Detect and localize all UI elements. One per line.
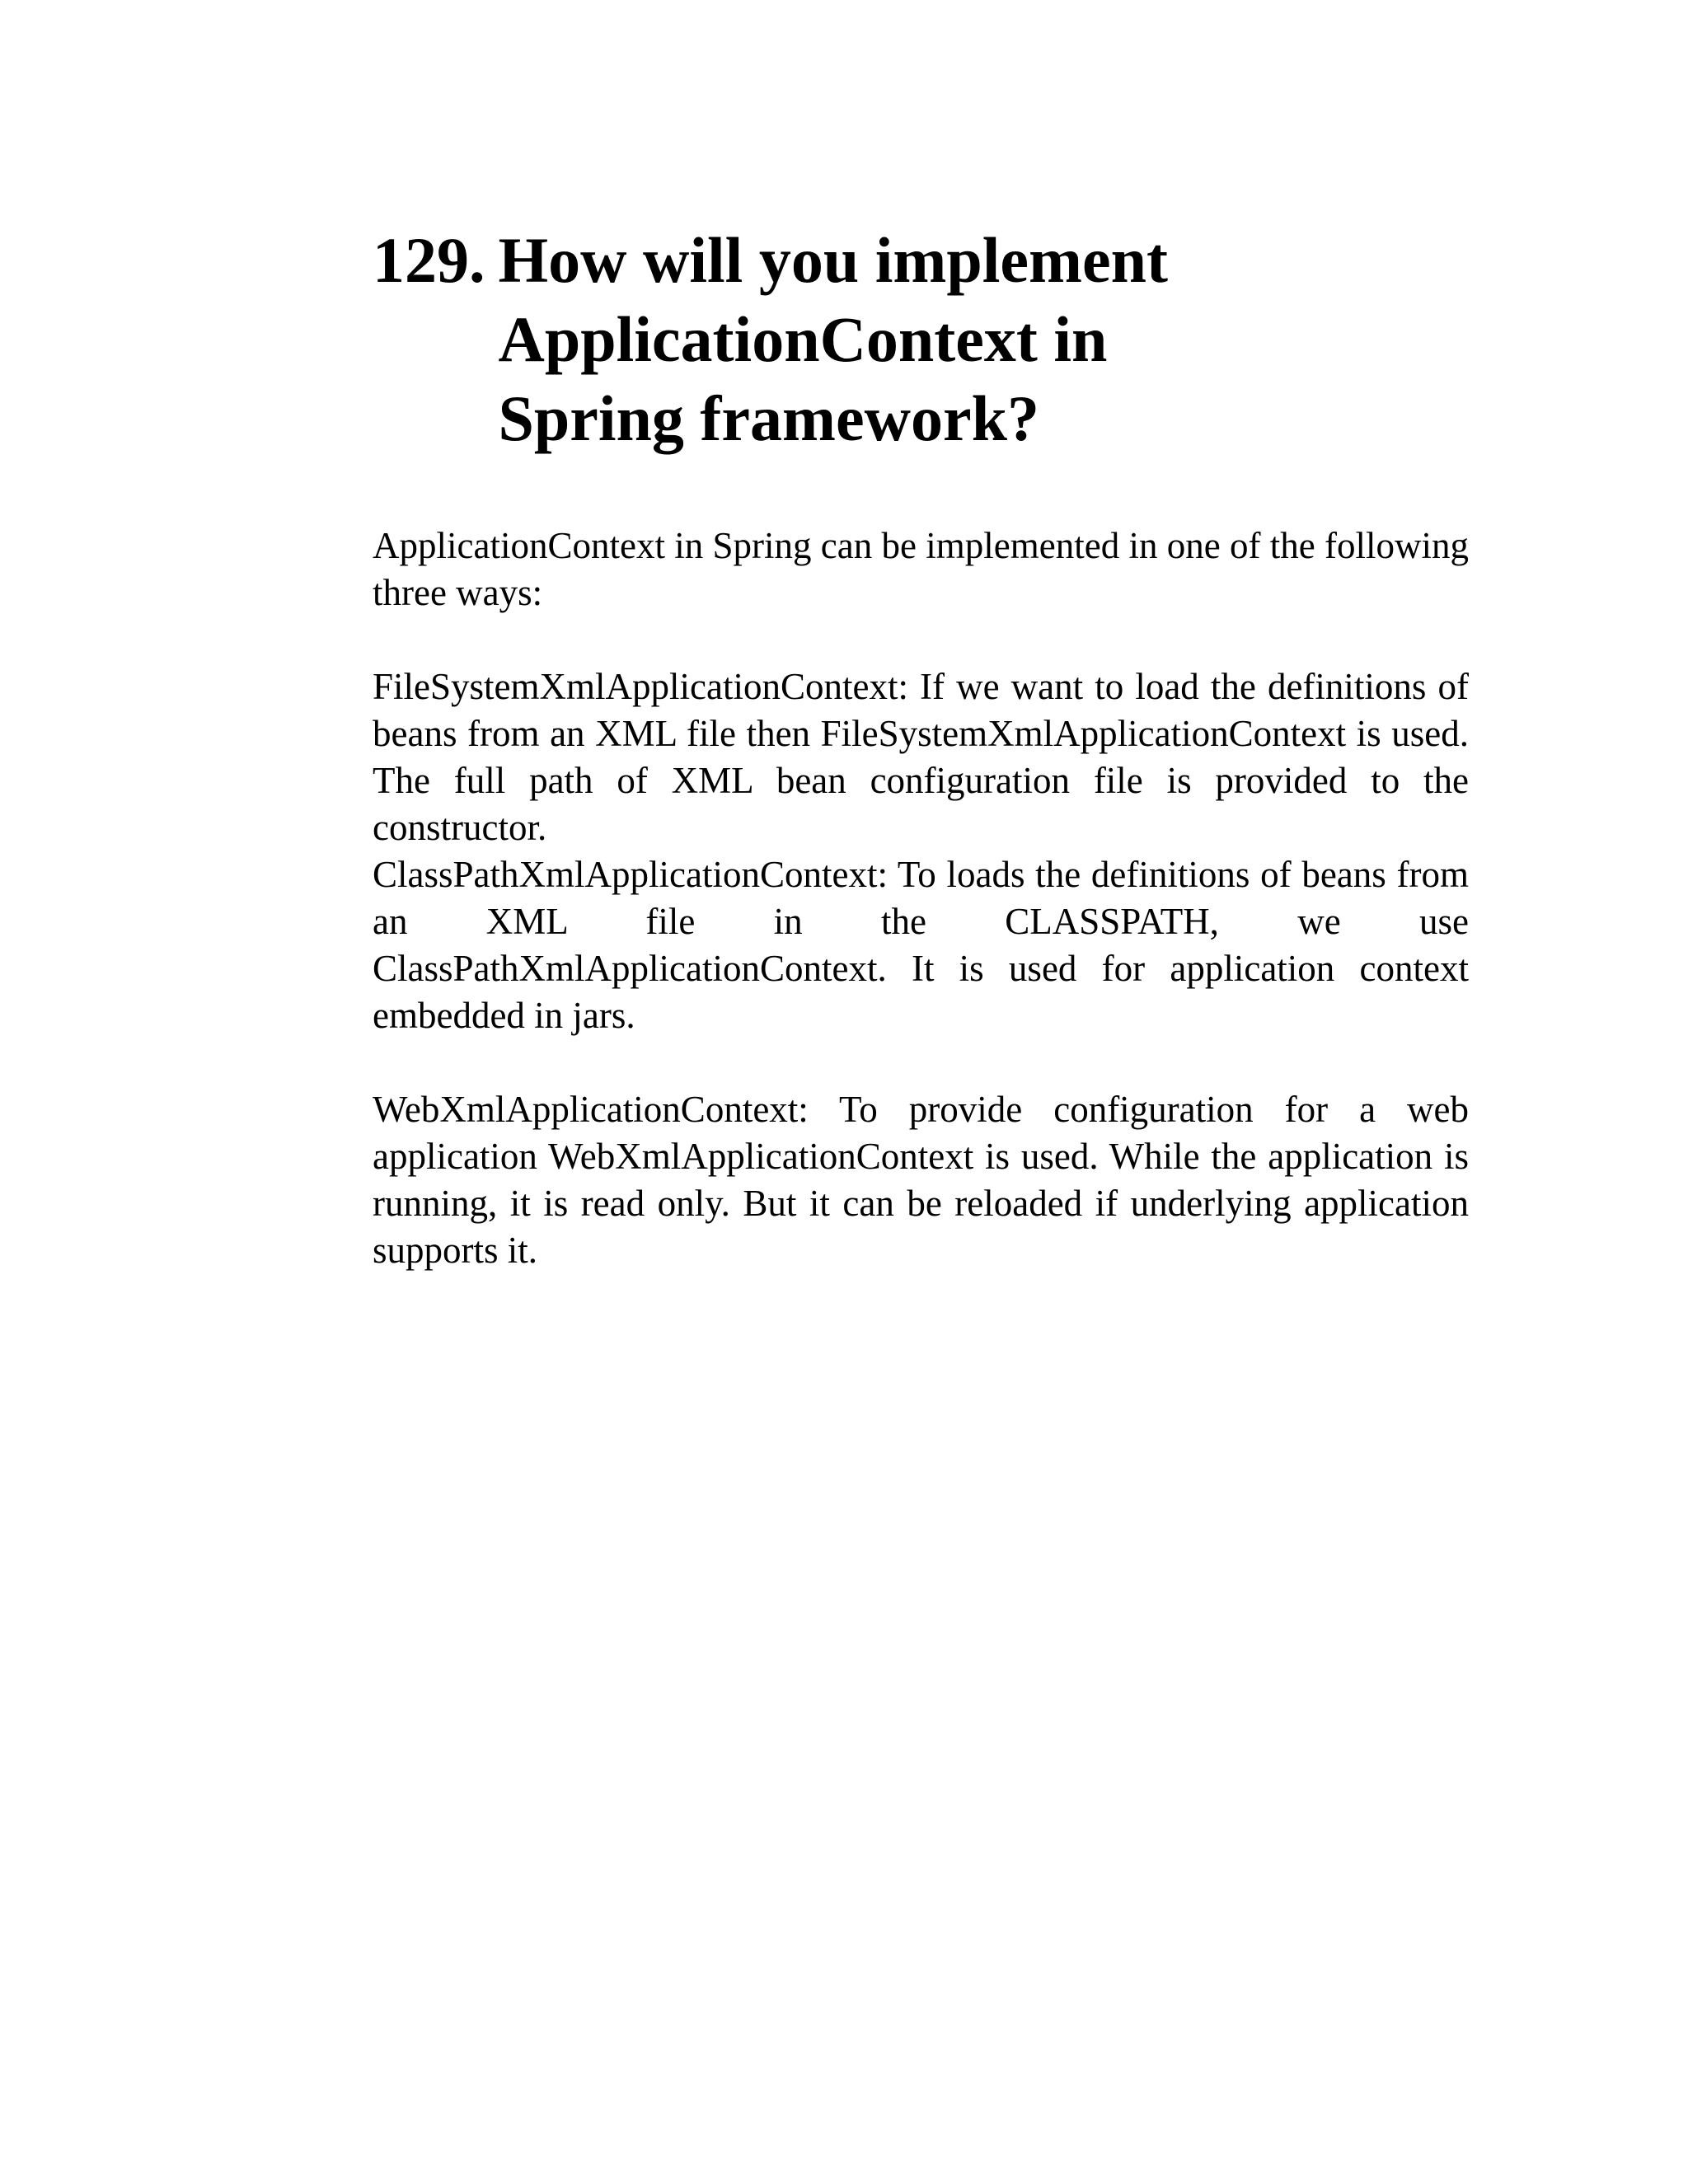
page-title <box>373 221 1279 458</box>
web-paragraph: WebXmlApplicationContext: To provide configuration for a web application WebXmlApplicationContext is used. While the application is running, it is read only. But it can be reloaded if underlying application supports it. <box>373 1089 1469 1271</box>
question-title: How will you implement ApplicationContext in Spring framework? <box>498 224 1168 454</box>
question-number: 129. <box>373 224 485 296</box>
filesystem-paragraph: FileSystemXmlApplicationContext: If we want to load the definitions of beans from an XML file then FileSystemXmlApplicationContext is used. The full path of XML bean configuration file is provided to the constructor. <box>373 666 1469 848</box>
classpath-paragraph: ClassPathXmlApplicationContext: To loads the definitions of beans from an XML file in the CLASSPATH, we use ClassPathXmlApplicationContext. It is used for application context embedded in jars. <box>373 854 1469 1036</box>
question-heading <box>373 221 1279 458</box>
document-page <box>373 221 1469 1274</box>
paragraph-spacer <box>373 616 1469 663</box>
paragraph-spacer <box>373 1039 1469 1086</box>
intro-paragraph: ApplicationContext in Spring can be implemented in one of the following three ways: <box>373 525 1469 613</box>
